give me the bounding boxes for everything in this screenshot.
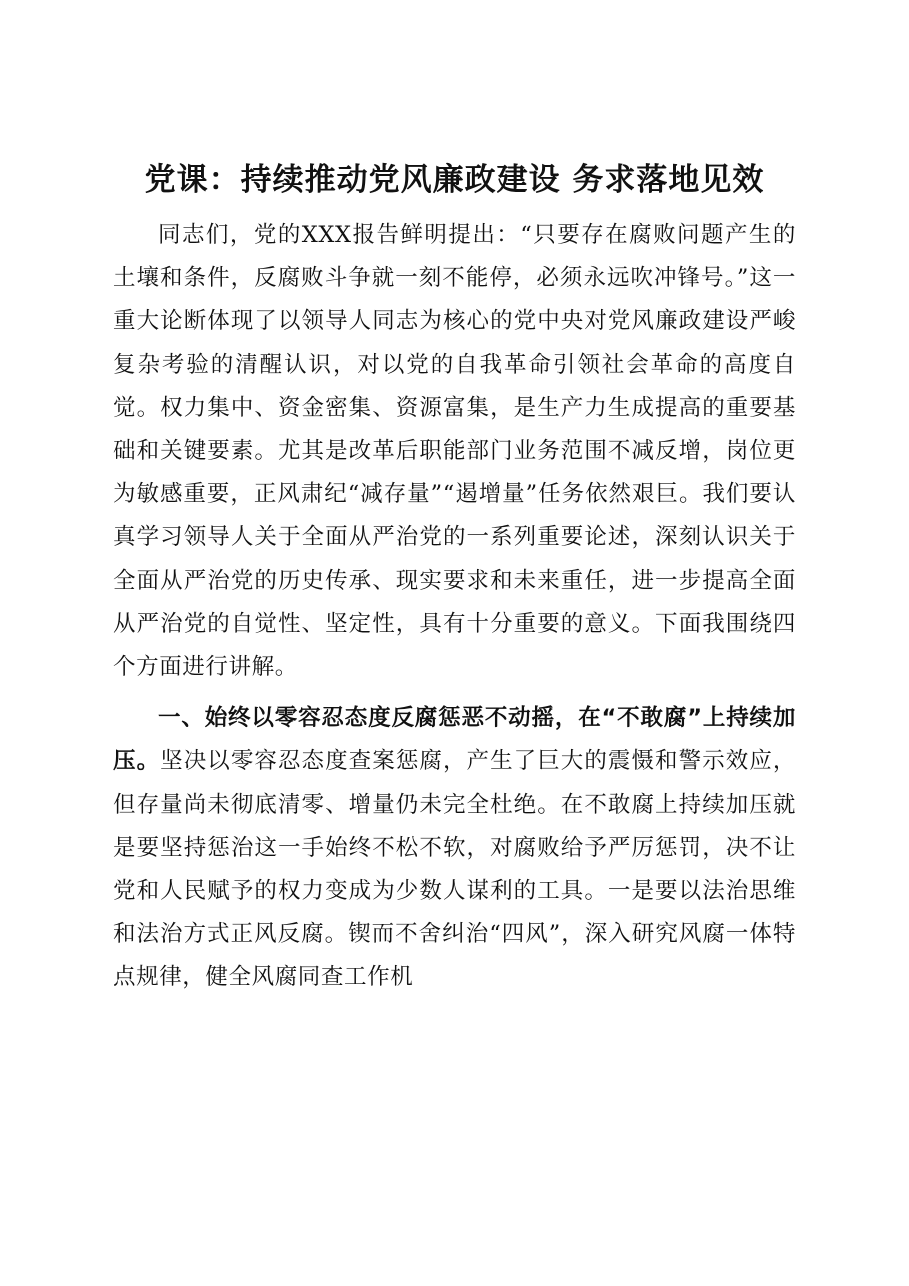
intro-paragraph [113,214,796,689]
document-title: 党课：持续推动党风廉政建设 务求落地见效 [144,162,765,198]
intro-paragraph-text: 同志们，党的XXX报告鲜明提出：“只要存在腐败问题产生的土壤和条件，反腐败斗争就一刻不能停，必须永远吹冲锋号。”这一重大论断体现了以领导人同志为核心的党中央对党风廉政建设严峻复杂考验的清醒认识，对以党的自我革命引领社会革命的高度自觉。权力集中、资金密集、资源富集，是生产力生成提高的重要基础和关键要素。尤其是改革后职能部门业务范围不减反增，岗位更为敏感重要，正风肃纪“减存量”“遏增量”任务依然艰巨。我们要认真学习领导人关于全面从严治党的一系列重要论述，深刻认识关于全面从严治党的历史传承、现实要求和未来重任，进一步提高全面从严治党的自觉性、坚定性，具有十分重要的意义。下面我围绕四个方面进行讲解。 [113,222,796,681]
section-one-text: 坚决以零容忍态度查案惩腐，产生了巨大的震慑和警示效应，但存量尚未彻底清零、增量仍未完全杜绝。在不敢腐上持续加压就是要坚持惩治这一手始终不松不软，对腐败给予严厉惩罚，决不让党和人民赋予的权力变成为少数人谋利的工具。一是要以法治思维和法治方式正风反腐。锲而不舍纠治“四风”，深入研究风腐一体特点规律，健全风腐同查工作机 [113,748,797,991]
section-one-paragraph [113,697,796,999]
document-body [113,214,796,1000]
section-one-heading: 一、始终以零容忍态度反腐惩恶不动摇，在“不敢腐”上持续加压。 [113,705,796,775]
